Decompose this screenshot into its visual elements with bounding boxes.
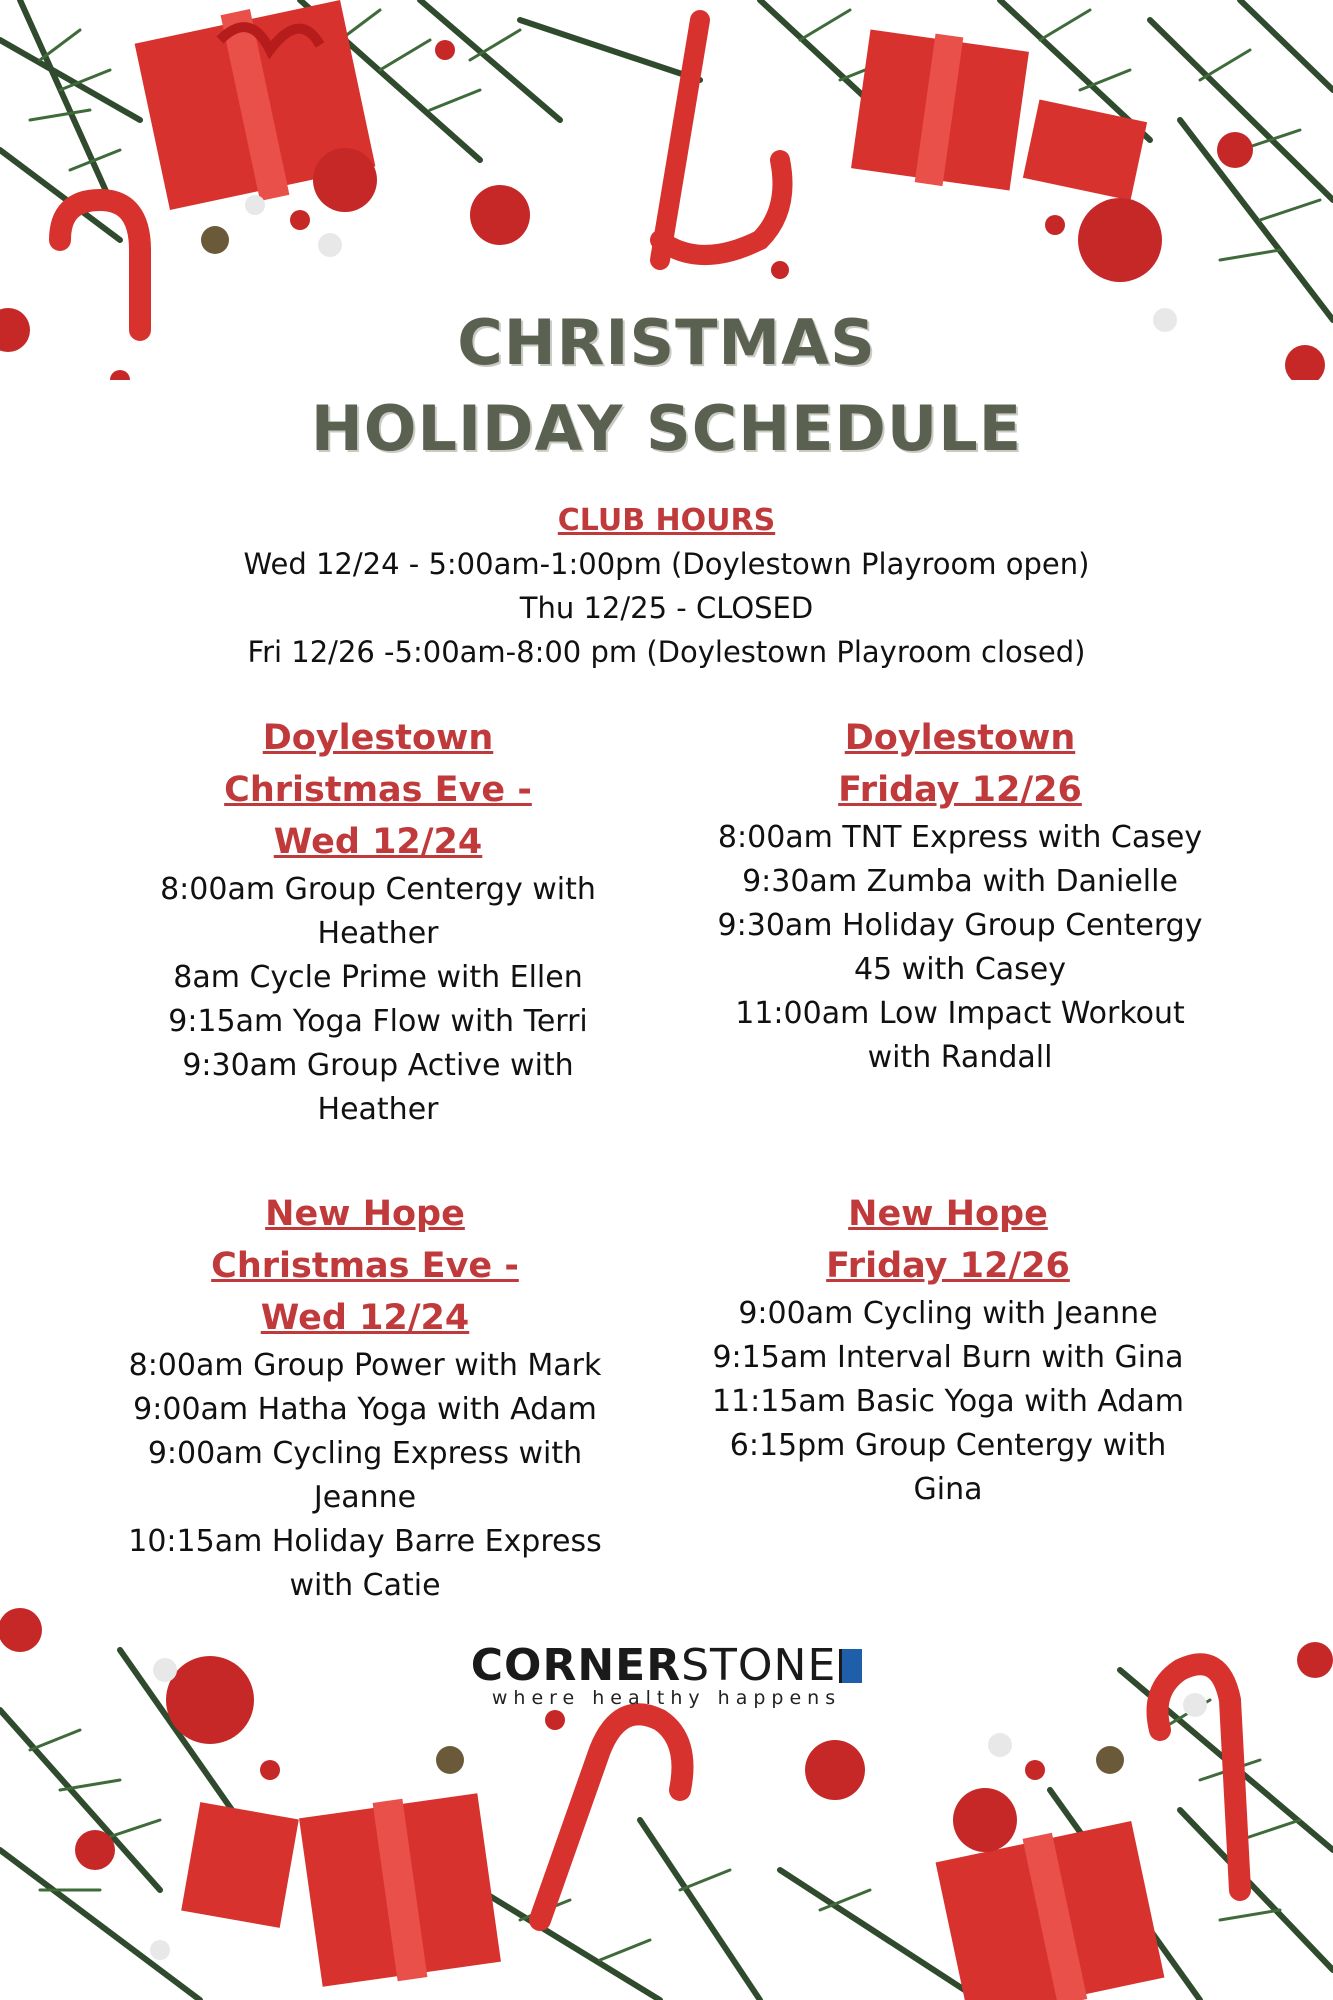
- class-line: 8:00am Group Centergy with: [160, 872, 596, 907]
- club-hours-line: Fri 12/26 -5:00am-8:00 pm (Doylestown Playroom closed): [247, 635, 1086, 669]
- schedule-heading: Wed 12/24: [260, 1298, 470, 1338]
- class-line: Gina: [913, 1472, 983, 1507]
- class-line: 9:15am Yoga Flow with Terri: [168, 1004, 588, 1039]
- schedule-heading: New Hope: [265, 1194, 465, 1234]
- class-line: 9:00am Hatha Yoga with Adam: [133, 1392, 597, 1427]
- page-title: [0, 300, 1333, 472]
- logo-light-text: STONE: [681, 1640, 837, 1691]
- newhope-christmas-eve-schedule: [95, 1188, 635, 1608]
- class-line: Heather: [317, 1092, 439, 1127]
- class-line: 9:30am Zumba with Danielle: [742, 864, 1178, 899]
- schedule-heading: Doylestown: [844, 718, 1076, 758]
- doylestown-christmas-eve-schedule: [108, 712, 648, 1132]
- class-line: 9:15am Interval Burn with Gina: [712, 1340, 1184, 1375]
- schedule-heading: Wed 12/24: [273, 822, 483, 862]
- logo-square-icon: [839, 1649, 862, 1683]
- schedule-heading: Friday 12/26: [826, 1246, 1070, 1286]
- class-line: 45 with Casey: [853, 952, 1067, 987]
- class-line: 9:00am Cycling with Jeanne: [738, 1296, 1158, 1331]
- gift-icon: [299, 1793, 501, 1986]
- club-hours-heading: CLUB HOURS: [557, 503, 776, 538]
- schedule-heading: Christmas Eve -: [211, 1246, 519, 1286]
- club-hours-section: [0, 500, 1333, 674]
- club-hours-line: Thu 12/25 - CLOSED: [519, 591, 814, 625]
- schedule-heading: Friday 12/26: [838, 770, 1082, 810]
- class-line: 9:30am Group Active with: [182, 1048, 574, 1083]
- class-line: 6:15pm Group Centergy with: [729, 1428, 1167, 1463]
- class-line: with Randall: [867, 1040, 1053, 1075]
- class-line: 9:30am Holiday Group Centergy: [717, 908, 1203, 943]
- class-line: 8am Cycle Prime with Ellen: [173, 960, 583, 995]
- class-line: 11:00am Low Impact Workout: [735, 996, 1185, 1031]
- class-line: 8:00am Group Power with Mark: [128, 1348, 602, 1383]
- title-line-2: HOLIDAY SCHEDULE: [310, 392, 1023, 465]
- cornerstone-logo: [0, 1640, 1333, 1709]
- schedule-heading: Doylestown: [262, 718, 494, 758]
- class-line: Heather: [317, 916, 439, 951]
- newhope-friday-schedule: [678, 1188, 1218, 1512]
- class-line: 10:15am Holiday Barre Express: [128, 1524, 602, 1559]
- class-line: Jeanne: [313, 1480, 417, 1515]
- class-line: 8:00am TNT Express with Casey: [717, 820, 1203, 855]
- class-line: with Catie: [289, 1568, 441, 1603]
- logo-tagline: where healthy happens: [491, 1687, 842, 1709]
- class-line: 9:00am Cycling Express with: [147, 1436, 583, 1471]
- doylestown-friday-schedule: [690, 712, 1230, 1080]
- schedule-heading: New Hope: [848, 1194, 1048, 1234]
- gift-icon: [851, 30, 1029, 191]
- schedule-heading: Christmas Eve -: [224, 770, 532, 810]
- logo-bold-text: CORNER: [470, 1640, 682, 1691]
- title-line-1: CHRISTMAS: [457, 306, 876, 379]
- class-line: 11:15am Basic Yoga with Adam: [711, 1384, 1185, 1419]
- club-hours-line: Wed 12/24 - 5:00am-1:00pm (Doylestown Playroom open): [243, 547, 1090, 581]
